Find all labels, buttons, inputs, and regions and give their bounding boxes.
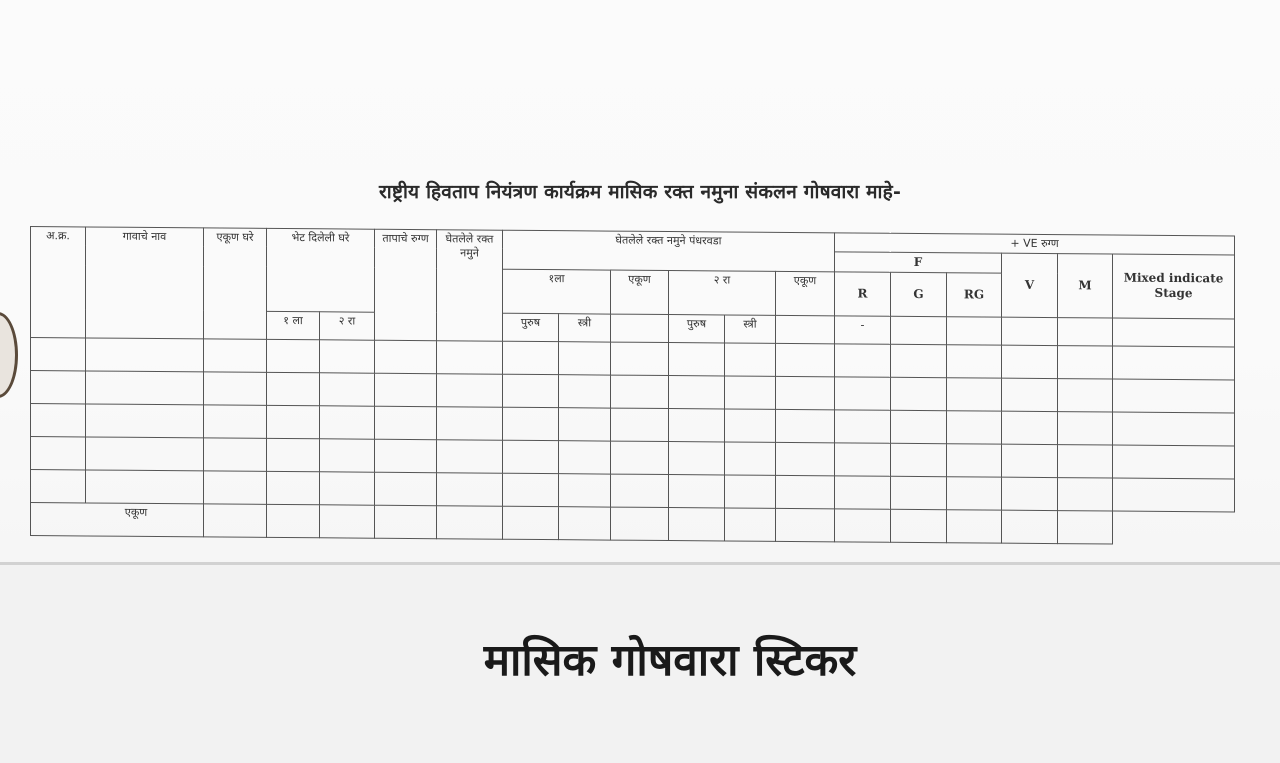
header-first-total-blank (611, 314, 669, 342)
table-cell (320, 439, 375, 472)
table-cell (320, 373, 375, 406)
header-first-total: एकूण (611, 270, 669, 314)
table-cell (669, 474, 725, 507)
table-cell (1002, 444, 1058, 477)
table-cell (375, 373, 437, 406)
header-fever-patients: तापाचे रुग्ण (375, 229, 437, 340)
table-cell (725, 475, 776, 508)
table-cell (375, 340, 437, 373)
table-cell (204, 339, 267, 372)
table-cell (503, 440, 559, 473)
header-village-name: गावाचे नाव (86, 227, 204, 339)
table-cell (86, 470, 204, 504)
table-cell (31, 469, 86, 502)
table-cell (503, 407, 559, 440)
header-total-houses: एकूण घरे (204, 228, 267, 339)
table-cell (559, 407, 611, 440)
form-title: राष्ट्रीय हिवताप नियंत्रण कार्यक्रम मासिक रक्त नमुना संकलन गोषवारा माहे- (378, 181, 902, 203)
table-cell (891, 410, 947, 443)
header-rg: RG (947, 272, 1002, 316)
table-cell (611, 441, 669, 474)
table-cell (267, 405, 320, 438)
table-cell (835, 377, 891, 410)
header-second-female: स्त्री (725, 315, 776, 343)
total-cell (559, 506, 611, 539)
table-cell (1058, 411, 1113, 444)
table-cell (891, 344, 947, 377)
table-cell (947, 410, 1002, 443)
table-cell (776, 475, 835, 508)
total-cell (669, 507, 725, 540)
table-cell (31, 370, 86, 403)
total-cell (204, 504, 267, 537)
table-cell (1058, 477, 1113, 510)
table-cell (669, 408, 725, 441)
table-cell (559, 473, 611, 506)
table-cell (725, 376, 776, 409)
table-cell (1058, 345, 1113, 378)
header-second-fortnight: २ रा (669, 270, 776, 315)
header-second-total-blank (776, 315, 835, 343)
table-cell (86, 404, 204, 438)
table-cell (559, 341, 611, 374)
table-cell (1002, 411, 1058, 444)
total-cell (1002, 510, 1058, 543)
table-cell (776, 442, 835, 475)
table-cell (611, 474, 669, 507)
header-mixed-stage: Mixed indicate Stage (1113, 254, 1235, 319)
total-cell (776, 508, 835, 541)
table-cell (776, 376, 835, 409)
table-cell (835, 344, 891, 377)
header-f: F (835, 252, 1002, 273)
table-cell (437, 472, 503, 506)
table-cell (1113, 445, 1235, 479)
table-cell (320, 472, 375, 505)
table-cell (835, 410, 891, 443)
binder-ring-mark (0, 312, 18, 398)
header-first-fortnight: १ला (503, 269, 611, 314)
table-cell (725, 343, 776, 376)
header-visit-1: १ ला (267, 311, 320, 339)
total-row-label: एकूण (31, 502, 204, 536)
table-cell (669, 441, 725, 474)
header-serial: अ.क्र. (31, 227, 86, 338)
table-cell (559, 440, 611, 473)
table-cell (375, 472, 437, 505)
table-cell (947, 377, 1002, 410)
table-cell (1058, 378, 1113, 411)
form-table-wrapper (30, 226, 1235, 545)
header-m: M (1058, 253, 1113, 317)
table-cell (375, 439, 437, 472)
table-cell (559, 374, 611, 407)
table-cell (204, 438, 267, 471)
table-cell (267, 438, 320, 471)
table-cell (947, 344, 1002, 377)
table-cell (503, 374, 559, 407)
header-m-blank (1058, 317, 1113, 345)
table-cell (669, 342, 725, 375)
header-second-total: एकूण (776, 271, 835, 315)
table-cell (267, 471, 320, 504)
header-visit-2: २ रा (320, 312, 375, 340)
table-cell (204, 405, 267, 438)
table-cell (611, 375, 669, 408)
total-cell (320, 505, 375, 538)
total-cell (375, 505, 437, 538)
blood-sample-summary-table (30, 226, 1235, 545)
table-cell (31, 436, 86, 469)
form-data-rows (31, 337, 1235, 511)
table-cell (437, 373, 503, 407)
table-cell (776, 343, 835, 376)
table-cell (1113, 478, 1235, 512)
table-cell (776, 409, 835, 442)
table-cell (1002, 378, 1058, 411)
table-cell (503, 473, 559, 506)
table-cell (437, 439, 503, 473)
table-cell (891, 476, 947, 509)
table-cell (437, 406, 503, 440)
header-samples-fortnight: घेतलेले रक्त नमुने पंधरवडा (503, 230, 835, 271)
table-cell (204, 372, 267, 405)
header-g-blank (891, 316, 947, 344)
header-samples-taken: घेतलेले रक्त नमुने (437, 230, 503, 341)
table-cell (1002, 477, 1058, 510)
header-r: R (835, 272, 891, 316)
total-cell (503, 506, 559, 539)
table-cell (267, 339, 320, 372)
total-cell (835, 509, 891, 542)
table-cell (1113, 346, 1235, 380)
table-cell (86, 371, 204, 405)
total-cell (1058, 510, 1113, 543)
header-positive-patients: + VE रुग्ण (835, 233, 1235, 255)
table-cell (204, 471, 267, 504)
table-cell (1058, 444, 1113, 477)
table-cell (86, 437, 204, 471)
total-cell (947, 509, 1002, 542)
header-g: G (891, 272, 947, 316)
table-cell (375, 406, 437, 439)
caption: मासिक गोषवारा स्टिकर (483, 635, 857, 686)
table-cell (611, 342, 669, 375)
table-cell (835, 443, 891, 476)
table-cell (437, 340, 503, 374)
table-cell (1002, 345, 1058, 378)
table-cell (320, 340, 375, 373)
header-houses-visited: भेट दिलेली घरे (267, 228, 375, 312)
table-cell (267, 372, 320, 405)
header-first-female: स्त्री (559, 313, 611, 341)
table-cell (835, 476, 891, 509)
table-cell (1113, 379, 1235, 413)
table-cell (320, 406, 375, 439)
table-cell (947, 476, 1002, 509)
total-cell (725, 508, 776, 541)
table-cell (891, 443, 947, 476)
header-mixed-blank (1113, 318, 1235, 347)
table-cell (1113, 412, 1235, 446)
table-cell (725, 442, 776, 475)
header-r-dash: - (835, 316, 891, 344)
header-v-blank (1002, 317, 1058, 345)
table-cell (31, 337, 86, 370)
table-cell (503, 341, 559, 374)
total-cell (611, 507, 669, 540)
header-second-male: पुरुष (669, 314, 725, 342)
table-cell (947, 443, 1002, 476)
table-cell (725, 409, 776, 442)
total-cell (437, 505, 503, 539)
table-cell (31, 403, 86, 436)
table-cell (669, 375, 725, 408)
header-v: V (1002, 253, 1058, 317)
table-cell (891, 377, 947, 410)
table-cell (611, 408, 669, 441)
header-rg-blank (947, 316, 1002, 344)
table-cell (86, 338, 204, 372)
total-cell (267, 504, 320, 537)
header-first-male: पुरुष (503, 313, 559, 341)
total-cell (891, 509, 947, 542)
